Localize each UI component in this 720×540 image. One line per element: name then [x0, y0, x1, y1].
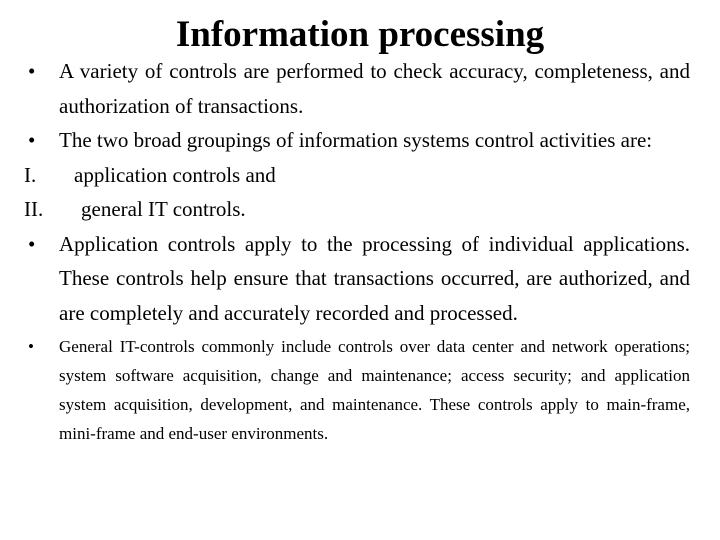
roman-text: general IT controls.: [81, 197, 246, 221]
bullet-item-1: [24, 54, 690, 123]
bullet-marker: •: [28, 337, 34, 356]
bullet-item-3: [24, 227, 690, 331]
bullet-marker: •: [28, 231, 36, 256]
bullet-item-2: [24, 123, 690, 158]
bullet-item-4: [24, 332, 690, 448]
bullet-text: A variety of controls are performed to check accuracy, completeness, and authorization of transactions.: [59, 59, 690, 118]
slide-title: Information processing: [175, 14, 545, 55]
roman-marker: I.: [24, 162, 37, 187]
bullet-text: The two broad groupings of information systems control activities are:: [59, 128, 653, 152]
bullet-marker: •: [28, 128, 36, 152]
bullet-text: Application controls apply to the processing of individual applications. These controls help ensure that transactions occurred, are authorized, and are completely and accurately recorded and processed.: [59, 231, 690, 325]
bullet-text: General IT-controls commonly include controls over data center and network operations; system software acquisition, change and maintenance; access security; and application system acquisition, development, and maintenance. These controls apply to main-frame, mini-frame and end-user environments.: [59, 337, 690, 443]
bullet-marker: •: [28, 59, 36, 83]
roman-marker: II.: [24, 197, 44, 221]
slide-body: [24, 54, 690, 448]
roman-text: application controls and: [74, 162, 276, 187]
roman-item-1: [24, 158, 690, 193]
roman-item-2: [24, 192, 690, 227]
